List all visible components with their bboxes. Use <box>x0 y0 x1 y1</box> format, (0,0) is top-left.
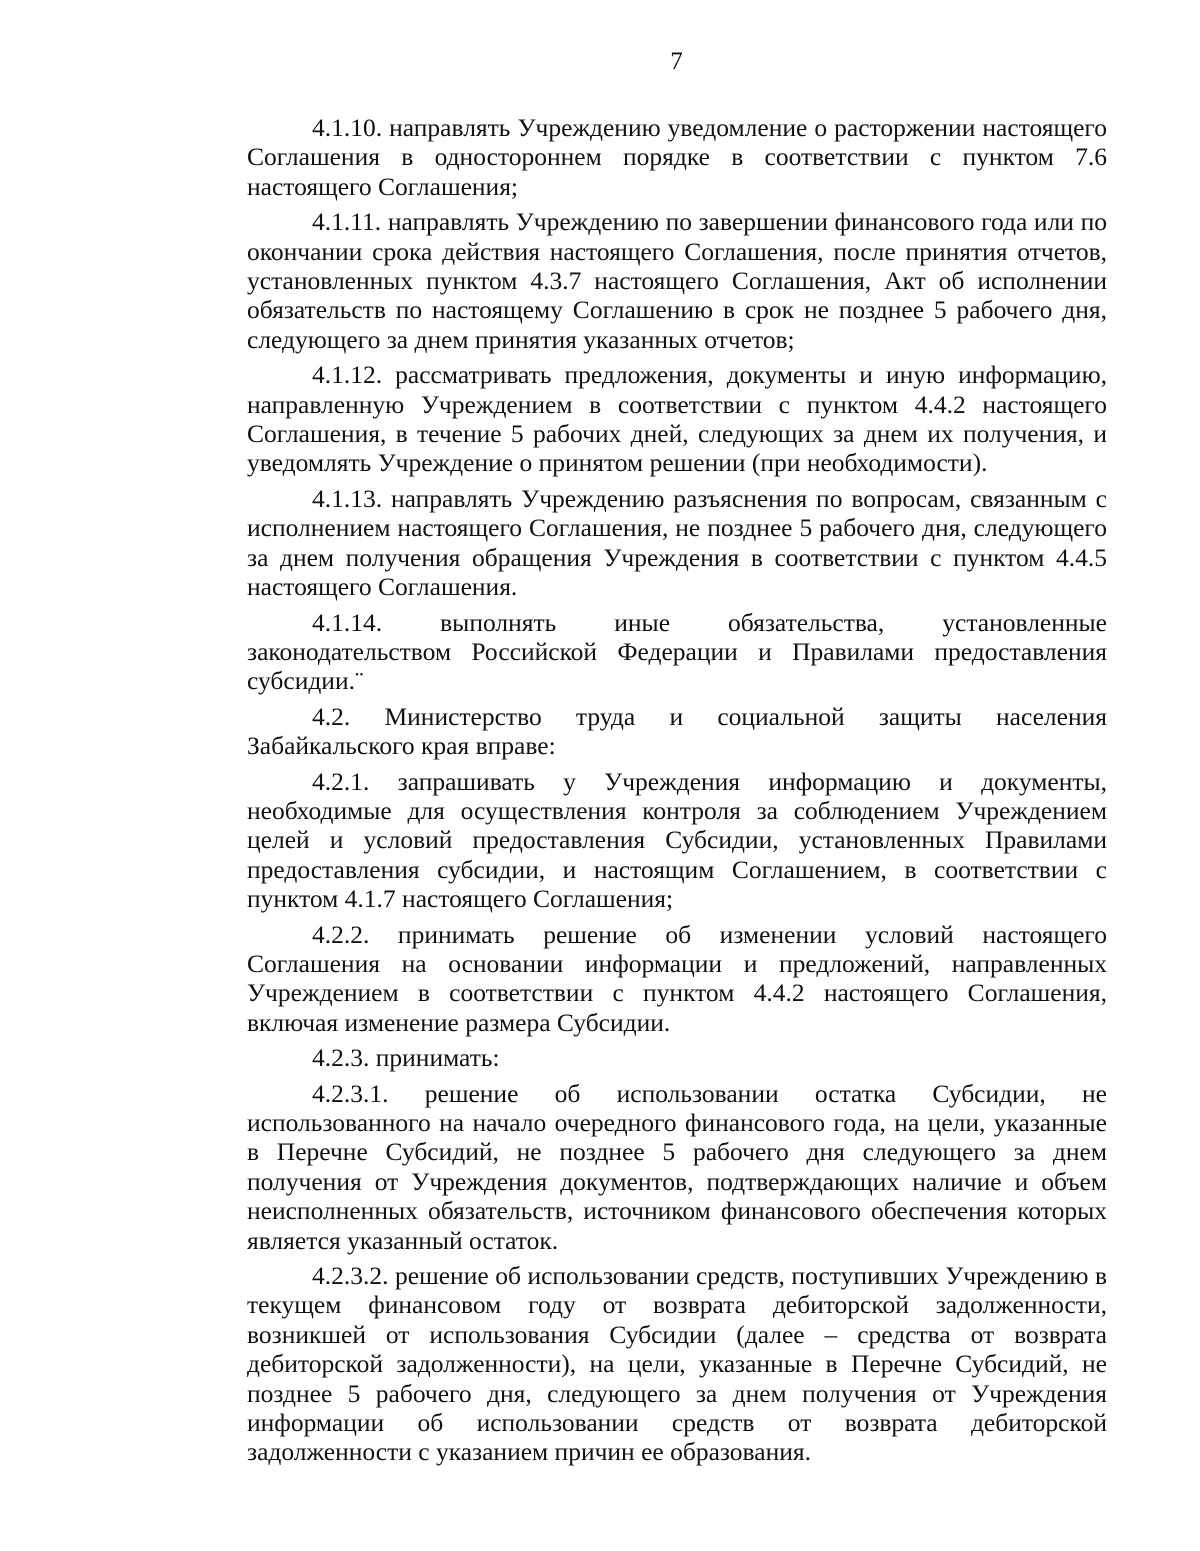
paragraph-4-2-3: 4.2.3. принимать: <box>312 1043 500 1073</box>
paragraph-4-1-10: 4.1.10. направлять Учреждению уведомление о расторжении настоящего Соглашения в одностороннем порядке в соответствии с пунктом 7.6 настоящего Соглашения; <box>247 113 1107 201</box>
paragraph-4-2-2: 4.2.2. принимать решение об изменении условий настоящего Соглашения на основании информации и предложений, направленных Учреждением в соответствии с пунктом 4.4.2 настоящего Соглашения, включая изменение размера Субсидии. <box>247 919 1107 1037</box>
document-body <box>247 113 1107 1473</box>
paragraph-4-2: 4.2. Министерство труда и социальной защиты населения Забайкальского края вправе: <box>247 701 1107 761</box>
paragraph-4-1-11: 4.1.11. направлять Учреждению по завершении финансового года или по окончании срока действия настоящего Соглашения, после принятия отчетов, установленных пунктом 4.3.7 настоящего Соглашения, Акт об исполнении обязательств по настоящему Соглашению в срок не позднее 5 рабочего дня, следующего за днем принятия указанных отчетов; <box>247 207 1107 354</box>
paragraph-4-1-12: 4.1.12. рассматривать предложения, документы и иную информацию, направленную Учреждением в соответствии с пунктом 4.4.2 настоящего Соглашения, в течение 5 рабочих дней, следующих за днем их получения, и уведомлять Учреждение о принятом решении (при необходимости). <box>247 360 1107 478</box>
paragraph-4-2-3-1: 4.2.3.1. решение об использовании остатка Субсидии, не использованного на начало очередного финансового года, на цели, указанные в Перечне Субсидий, не позднее 5 рабочего дня следующего за днем получения от Учреждения документов, подтверждающих наличие и объем неисполненных обязательств, источником финансового обеспечения которых является указанный остаток. <box>247 1078 1107 1255</box>
paragraph-4-1-14: 4.1.14. выполнять иные обязательства, установленные законодательством Российской Федерации и Правилами предоставления субсидии.¨ <box>247 607 1107 696</box>
paragraph-4-2-3-2: 4.2.3.2. решение об использовании средств, поступивших Учреждению в текущем финансовом году от возврата дебиторской задолженности, возникшей от использования Субсидии (далее – средства от возврата дебиторской задолженности), на цели, указанные в Перечне Субсидий, не позднее 5 рабочего дня, следующего за днем получения от Учреждения информации об использовании средств от возврата дебиторской задолженности с указанием причин ее образования. <box>247 1261 1107 1467</box>
paragraph-4-1-13: 4.1.13. направлять Учреждению разъяснения по вопросам, связанным с исполнением настоящего Соглашения, не позднее 5 рабочего дня, следующего за днем получения обращения Учреждения в соответствии с пунктом 4.4.5 настоящего Соглашения. <box>247 483 1107 602</box>
page-number: 7 <box>670 48 683 75</box>
paragraph-4-2-1: 4.2.1. запрашивать у Учреждения информацию и документы, необходимые для осуществления контроля за соблюдением Учреждением целей и условий предоставления Субсидии, установленных Правилами предоставления субсидии, и настоящим Соглашением, в соответствии с пунктом 4.1.7 настоящего Соглашения; <box>247 766 1107 914</box>
